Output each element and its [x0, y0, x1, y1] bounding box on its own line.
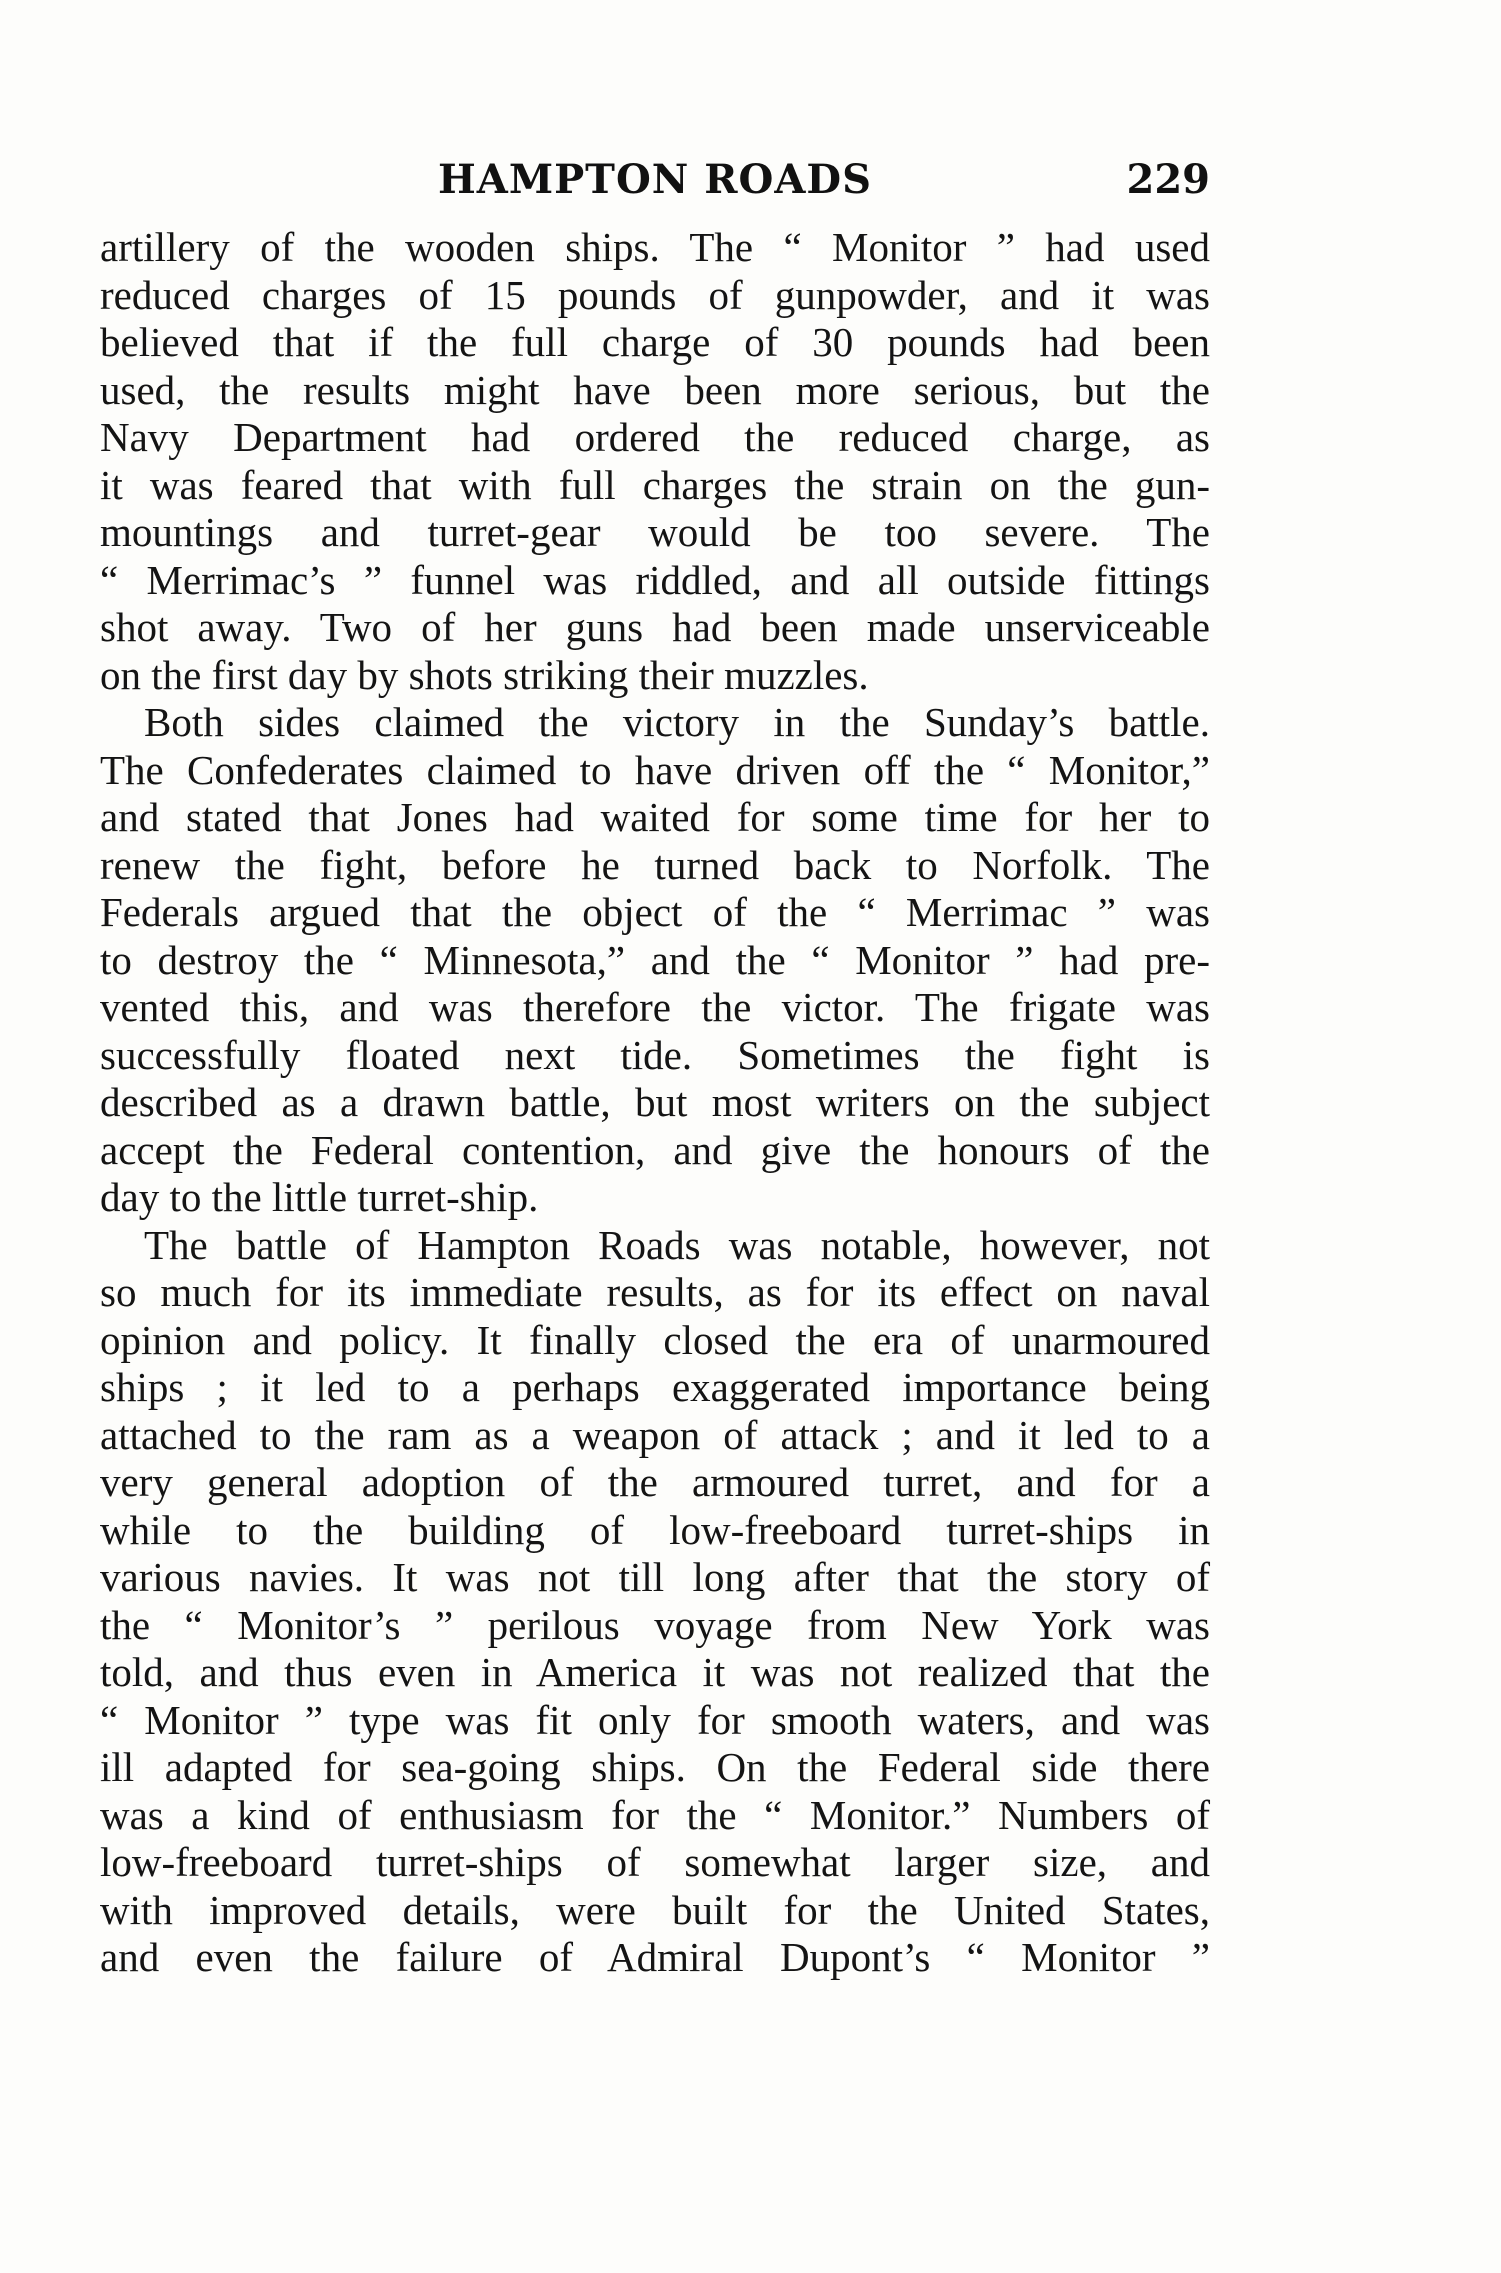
text-line: believed that if the full charge of 30 pounds had been	[100, 319, 1210, 365]
text-line: “ Monitor ” type was fit only for smooth waters, and was	[100, 1696, 1210, 1743]
text-line: while to the building of low-freeboard turret-ships in	[100, 1506, 1210, 1553]
text-line: opinion and policy. It finally closed the era of unarmoured	[100, 1316, 1210, 1363]
text-line: Both sides claimed the victory in the Sunday’s battle.	[144, 699, 1210, 745]
paragraph	[100, 224, 1210, 699]
text-line: used, the results might have been more serious, but the	[100, 366, 1210, 413]
text-line: the “ Monitor’s ” perilous voyage from New York was	[100, 1601, 1210, 1648]
text-line: low-freeboard turret-ships of somewhat larger size, and	[100, 1839, 1210, 1885]
text-line: ill adapted for sea-going ships. On the Federal side there	[100, 1744, 1210, 1790]
running-title: HAMPTON ROADS	[438, 156, 872, 203]
text-line: it was feared that with full charges the strain on the gun-	[100, 461, 1210, 508]
text-line: very general adoption of the armoured turret, and for a	[100, 1459, 1210, 1505]
text-line: so much for its immediate results, as for its effect on naval	[100, 1269, 1210, 1315]
text-line: ships ; it led to a perhaps exaggerated importance being	[100, 1364, 1210, 1410]
text-line: mountings and turret-gear would be too severe. The	[100, 509, 1210, 555]
text-line: reduced charges of 15 pounds of gunpowder, and it was	[100, 271, 1210, 318]
text-line: The Confederates claimed to have driven off the “ Monitor,”	[100, 746, 1210, 793]
body-text	[100, 224, 1210, 1982]
page-number: 229	[1126, 156, 1210, 203]
text-line: and even the failure of Admiral Dupont’s “ Monitor ”	[100, 1934, 1210, 1980]
paragraph	[100, 1222, 1210, 1982]
text-line: to destroy the “ Minnesota,” and the “ Monitor ” had pre-	[100, 936, 1210, 983]
text-line: and stated that Jones had waited for some time for her to	[100, 794, 1210, 840]
text-line: attached to the ram as a weapon of attack ; and it led to a	[100, 1411, 1210, 1458]
page-header	[100, 150, 1210, 210]
text-line: Navy Department had ordered the reduced charge, as	[100, 414, 1210, 460]
text-line: day to the little turret-ship.	[100, 1174, 539, 1220]
text-line: Federals argued that the object of the “ Merrimac ” was	[100, 889, 1210, 935]
text-line: accept the Federal contention, and give the honours of the	[100, 1126, 1210, 1173]
text-line: The battle of Hampton Roads was notable, however, not	[144, 1221, 1210, 1268]
text-line: successfully floated next tide. Sometimes the fight is	[100, 1031, 1210, 1078]
text-line: shot away. Two of her guns had been made unserviceable	[100, 604, 1210, 650]
text-line: renew the fight, before he turned back to Norfolk. The	[100, 841, 1210, 888]
text-line: “ Merrimac’s ” funnel was riddled, and all outside fittings	[100, 556, 1210, 603]
text-line: told, and thus even in America it was not realized that the	[100, 1649, 1210, 1695]
text-line: vented this, and was therefore the victor. The frigate was	[100, 984, 1210, 1030]
text-line: artillery of the wooden ships. The “ Monitor ” had used	[100, 224, 1210, 270]
paragraph	[100, 699, 1210, 1222]
text-line: was a kind of enthusiasm for the “ Monitor.” Numbers of	[100, 1791, 1210, 1838]
text-line: on the first day by shots striking their muzzles.	[100, 651, 869, 698]
text-line: with improved details, were built for the United States,	[100, 1886, 1210, 1933]
text-line: various navies. It was not till long after that the story of	[100, 1554, 1210, 1600]
text-line: described as a drawn battle, but most writers on the subject	[100, 1079, 1210, 1125]
